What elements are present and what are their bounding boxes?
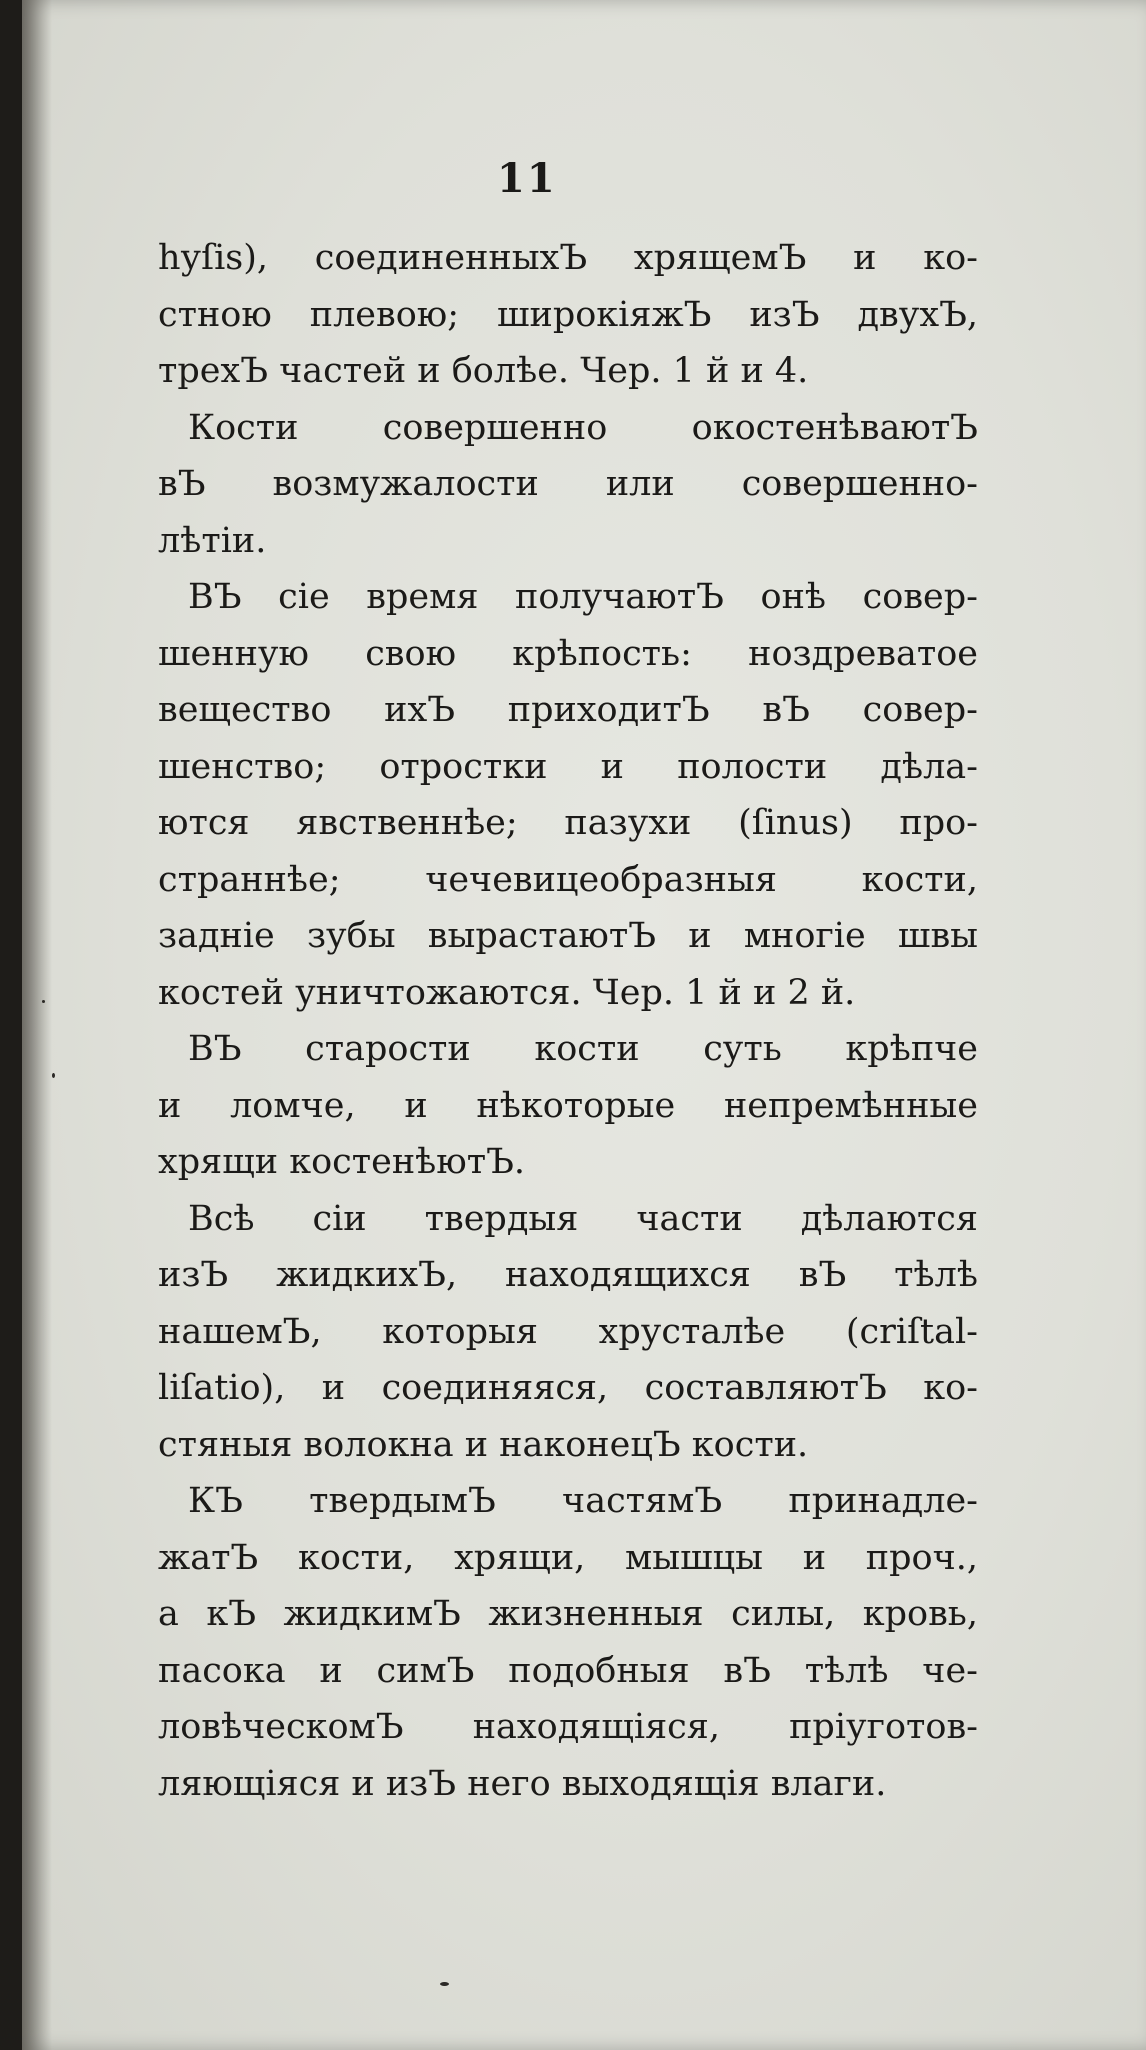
- text-line: и ломче, и нѣкоторые непремѣнные: [158, 1085, 978, 1126]
- text-line: стяныя волокна и наконецЪ кости.: [158, 1424, 809, 1465]
- text-line: изЪ жидкихЪ, находящихся вЪ тѣлѣ: [158, 1255, 978, 1295]
- text-line: стною плевою; широкіяжЪ изЪ двухЪ,: [158, 294, 978, 335]
- text-line: ляющіяся и изЪ него выходящія влаги.: [158, 1763, 887, 1804]
- ink-speck: [42, 1000, 45, 1003]
- text-line: hуſis), соединенныхЪ хрящемЪ и ко-: [158, 238, 978, 278]
- text-line: задніе зубы вырастаютЪ и многіе швы: [158, 916, 978, 956]
- text-line: liſatio), и соединяяся, составляютЪ ко-: [158, 1368, 978, 1408]
- text-line: костей уничтожаются. Чер. 1 й и 2 й.: [158, 972, 856, 1013]
- text-line: пасока и симЪ подобныя вЪ тѣлѣ че-: [158, 1650, 978, 1691]
- ink-speck: [440, 1982, 449, 1986]
- text-line: Всѣ сіи твердыя части дѣлаются: [188, 1198, 978, 1239]
- text-line: хрящи костенѣютЪ.: [158, 1142, 526, 1182]
- text-line: шенство; отростки и полости дѣла-: [158, 746, 978, 787]
- text-line: нашемЪ, которыя хрусталѣе (criſtal-: [158, 1311, 978, 1352]
- text-line: вещество ихЪ приходитЪ вЪ совер-: [158, 690, 978, 730]
- ink-speck: [52, 1073, 55, 1078]
- text-line: трехЪ частей и болѣе. Чер. 1 й и 4.: [158, 351, 809, 391]
- text-line: Кости совершенно окостенѣваютЪ: [188, 407, 978, 448]
- text-line: вЪ возмужалости или совершенно-: [158, 464, 978, 504]
- page-sheet: [22, 0, 1146, 2050]
- text-line: ются явственнѣе; пазухи (ſinus) про-: [158, 803, 978, 843]
- text-line: жатЪ кости, хрящи, мышцы и проч.,: [158, 1537, 978, 1578]
- text-line: ВЪ старости кости суть крѣпче: [188, 1029, 978, 1069]
- text-line: ВЪ сіе время получаютЪ онѣ совер-: [188, 577, 978, 617]
- text-line: ловѣческомЪ находящіяся, пріуготов-: [158, 1707, 978, 1747]
- binding-gutter-shadow: [22, 0, 52, 2050]
- body-text: [158, 230, 978, 1812]
- text-line: КЪ твердымЪ частямЪ принадле-: [188, 1481, 978, 1521]
- text-line: страннѣе; чечевицеобразныя кости,: [158, 859, 978, 900]
- text-line: шенную свою крѣпость: ноздреватое: [158, 633, 978, 674]
- page-number: 11: [497, 155, 557, 202]
- text-line: лѣтіи.: [158, 520, 267, 561]
- text-line: а кЪ жидкимЪ жизненныя силы, кровь,: [158, 1594, 978, 1634]
